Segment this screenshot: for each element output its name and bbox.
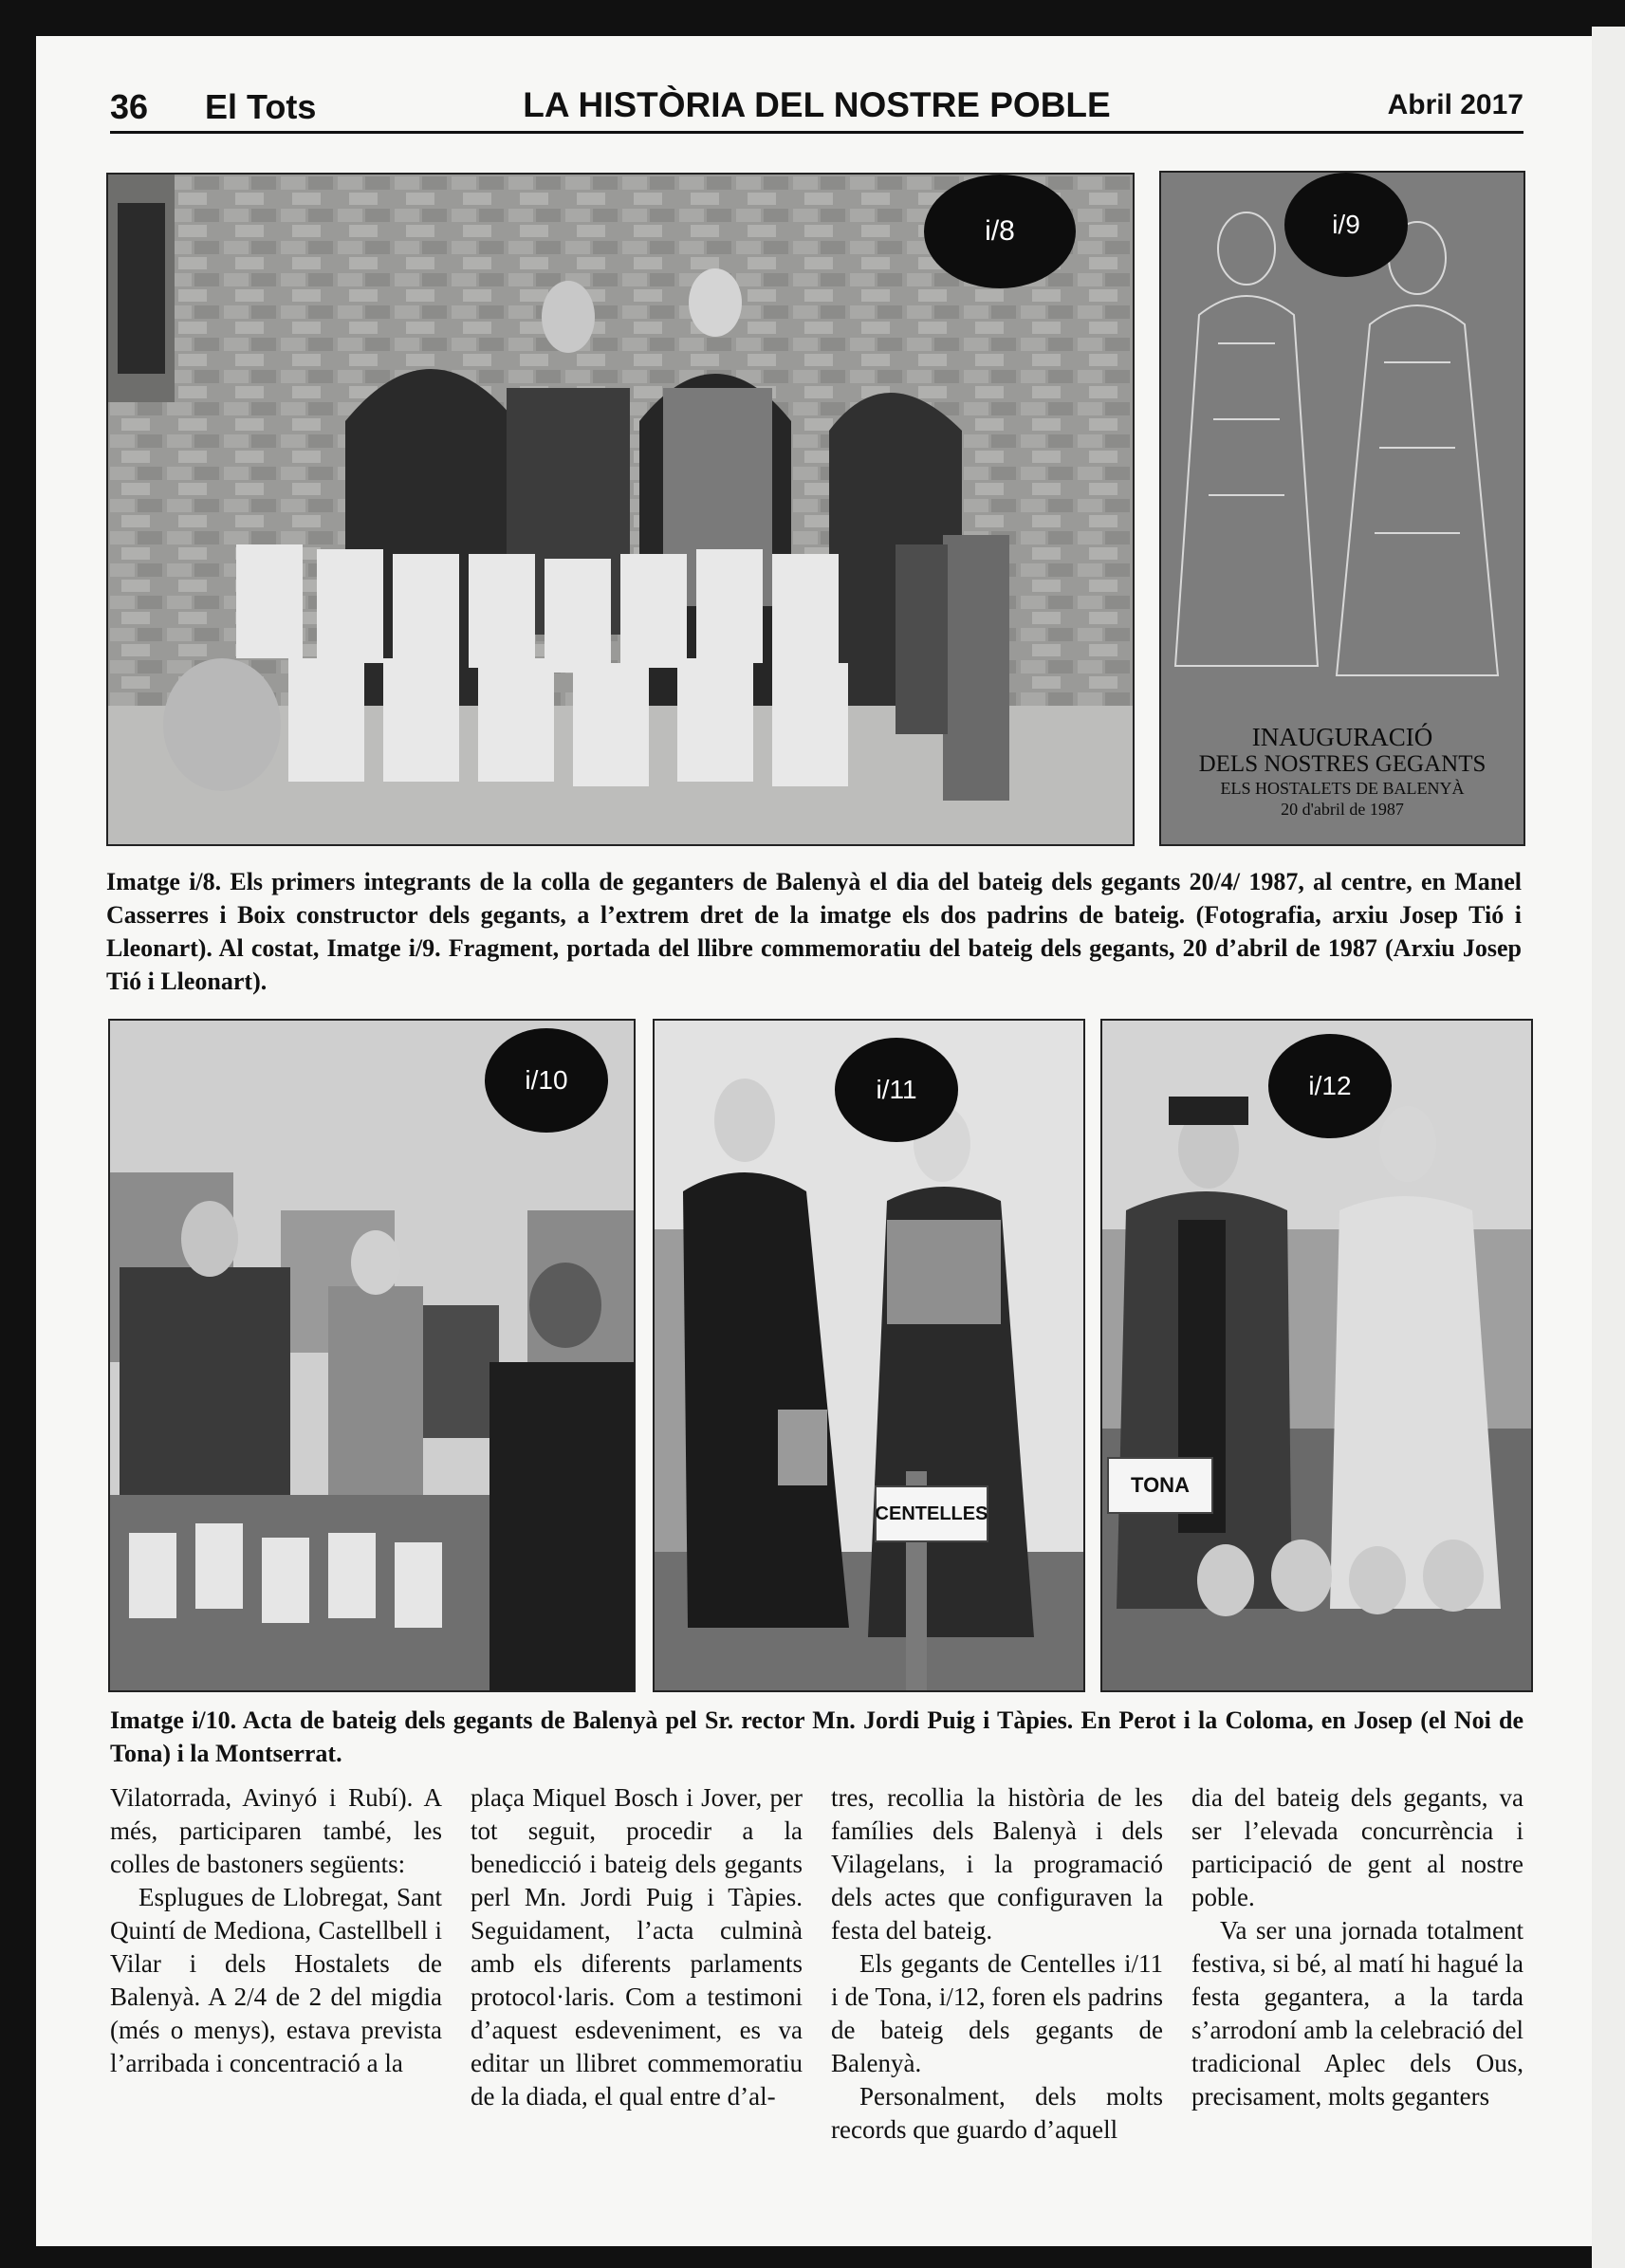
column-1-paragraph-2: Esplugues de Llobregat, Sant Quintí de Mediona, Castellbell i Vilar i dels Hostalets de Balenyà. A 2/4 de 2 del migdia (més o menys), estava prevista l’arribada i concentració a la (110, 1883, 442, 2077)
page-header (110, 82, 1523, 134)
column-4-paragraph-2: Va ser una jornada totalment festiva, si bé, al matí hi hagué la festa gegantera, a la tarda s’arrodoní amb la celebració del tradicional Aplec dels Ous, precisament, molts geganters (1191, 1916, 1523, 2111)
page-number: 36 (110, 87, 149, 126)
text-column-2 (471, 1781, 803, 2113)
column-2-paragraph-1: plaça Miquel Bosch i Jover, per tot seguit, procedir a la benedicció i bateig dels gegants perl Mn. Jordi Puig i Tàpies. Seguidament, l’acta culminà amb els diferents parlaments protocol·laris. Com a testimoni d’aquest esdeveniment, es va editar un llibret commemoratiu de la diada, el qual entre d’al- (471, 1783, 803, 2111)
photo-tag-i12: i/12 (1268, 1034, 1392, 1138)
photo-i10-bateig (108, 1019, 636, 1692)
section-title: LA HISTÒRIA DEL NOSTRE POBLE (523, 85, 1111, 124)
column-4-paragraph-1: dia del bateig dels gegants, va ser l’elevada concurrència i participació de gent al nostre poble. (1191, 1783, 1523, 1911)
cover-place: ELS HOSTALETS DE BALENYÀ (1220, 779, 1465, 798)
column-3-paragraph-2: Els gegants de Centelles i/11 i de Tona, i/12, foren els padrins de bateig dels gegants de Balenyà. (831, 1949, 1163, 2077)
photo-tag-i9: i/9 (1284, 173, 1408, 277)
column-1-paragraph-1: Vilatorrada, Avinyó i Rubí). A més, participaren també, les colles de bastoners següents: (110, 1783, 442, 1878)
photo-tag-i11: i/11 (835, 1038, 958, 1142)
sign-centelles: CENTELLES (875, 1485, 988, 1542)
caption-i10-i12: Imatge i/10. Acta de bateig dels gegants de Balenyà pel Sr. rector Mn. Jordi Puig i Tàpies. En Perot i la Coloma, en Josep (el Noi de Tona) i la Montserrat. (110, 1706, 1523, 1767)
photo-i11-centelles (653, 1019, 1085, 1692)
text-column-1 (110, 1781, 442, 2080)
photo-i9-book-cover (1159, 171, 1525, 846)
next-page-edge (1592, 27, 1625, 2268)
photo-tag-i10: i/10 (485, 1028, 608, 1133)
issue-date: Abril 2017 (1387, 89, 1523, 120)
column-3-paragraph-3: Personalment, dels molts records que guardo d’aquell (831, 2082, 1163, 2144)
column-3-paragraph-1: tres, recollia la història de les famílies dels Balenyà i dels Vilagelans, i la programació dels actes que configuraven la festa del bateig. (831, 1783, 1163, 1945)
photo-i8-geganters-group (106, 173, 1135, 846)
cover-title: INAUGURACIÓ (1251, 723, 1433, 751)
sign-tona: TONA (1107, 1457, 1213, 1514)
magazine-name: El Tots (205, 87, 317, 126)
photo-tag-i8: i/8 (924, 175, 1076, 288)
cover-date: 20 d'abril de 1987 (1281, 800, 1404, 819)
caption-i8-i9: Imatge i/8. Els primers integrants de la colla de geganters de Balenyà el dia del bateig dels gegants 20/4/ 1987, al centre, en Manel Casserres i Boix constructor dels gegants, a l’extrem dret de la imatge els dos padrins de bateig. (Fotografia, arxiu Josep Tió i Lleonart). Al costat, Imatge i/9. Fragment, portada del llibre commemoratiu del bateig dels gegants, 20 d’abril de 1987 (Arxiu Josep Tió i Lleonart). (106, 868, 1522, 995)
text-column-3 (831, 1781, 1163, 2147)
photo-i12-tona (1100, 1019, 1533, 1692)
cover-title-2: DELS NOSTRES GEGANTS (1198, 751, 1487, 777)
text-column-4 (1191, 1781, 1523, 2113)
cover-text (1161, 723, 1523, 820)
